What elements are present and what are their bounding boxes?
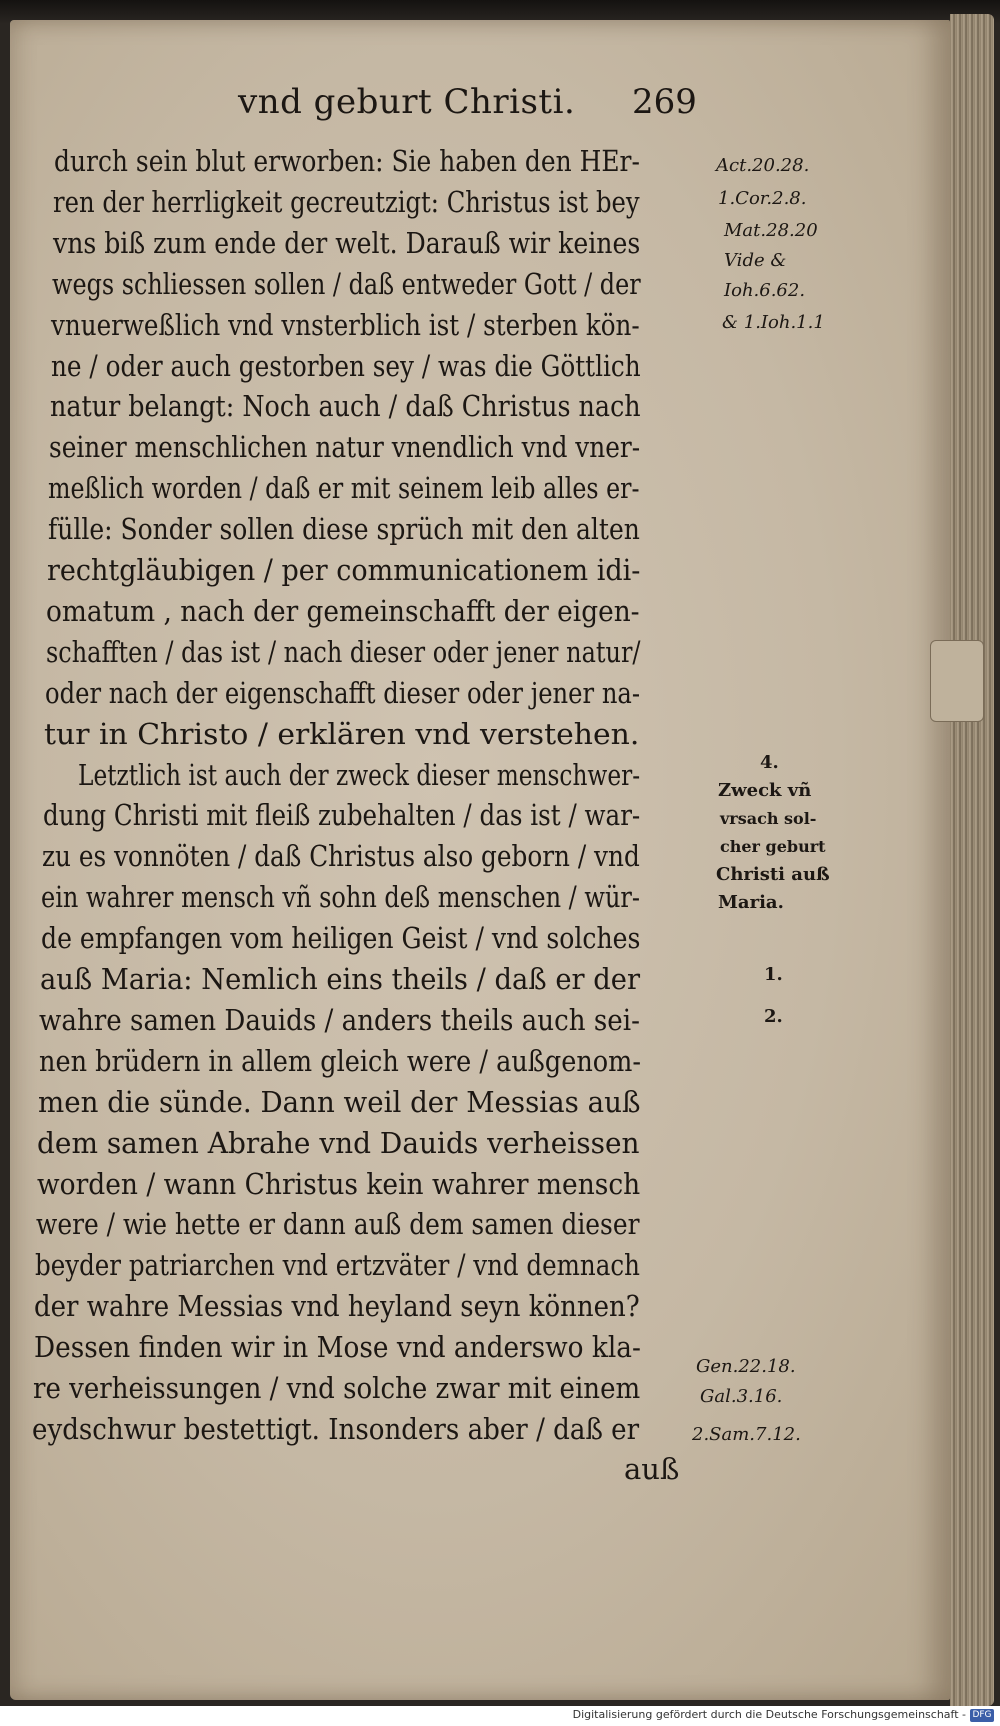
margin-section-line5: Maria. [718,892,784,913]
margin-section-line2: vrsach sol- [720,809,817,828]
body-line: meßlich worden / daß er mit seinem leib alles er- [48,471,640,506]
body-line: seiner menschlichen natur vnendlich vnd vner- [49,430,641,465]
body-line: Dessen finden wir in Mose vnd anderswo kla- [33,1330,641,1365]
body-line: nen brüdern in allem gleich were / außgenom- [38,1043,641,1078]
margin-ref-vide: Vide & [724,250,787,271]
margin-point-one: 1. [764,964,783,985]
body-line: re verheissungen / vnd solche zwar mit einem [33,1371,641,1405]
page-number: 269 [632,82,697,122]
body-line: vns biß zum ende der welt. Darauß wir keines [52,225,640,260]
footer-note: Digitalisierung gefördert durch die Deutsche Forschungsgemeinschaft - [572,1708,966,1721]
catchword: auß [624,1452,680,1486]
body-line: ein wahrer mensch vñ sohn deß menschen / wür- [41,880,641,915]
margin-ref-gen: Gen.22.18. [696,1356,796,1377]
body-line: Letztlich ist auch der zweck dieser menschwer- [77,757,640,792]
body-line: rechtgläubigen / per communicationem idi- [47,553,641,587]
margin-ref-cor: 1.Cor.2.8. [718,188,807,209]
body-line: zu es vonnöten / daß Christus also geborn / vnd [42,839,640,874]
body-line: men die sünde. Dann weil der Messias auß [37,1084,641,1119]
body-line: vnuerweßlich vnd vnsterblich ist / sterben kön- [51,307,640,342]
body-line: ren der herrligkeit gecreutzigt: Christus ist bey [53,184,640,219]
margin-ref-mat: Mat.28.20 [724,220,818,241]
margin-ref-ioh1: & 1.Ioh.1.1 [722,312,825,333]
body-line: dung Christi mit fleiß zubehalten / das ist / war- [42,798,641,833]
page-tab [930,640,984,722]
margin-ref-acts: Act.20.28. [716,155,810,176]
body-line: eydschwur bestettigt. Insonders aber / daß er [32,1411,640,1446]
margin-section-line1: Zweck vñ [718,780,812,801]
body-line: schafften / das ist / nach dieser oder jener natur/ [45,634,641,669]
margin-section-line4: Christi auß [716,864,830,885]
dfg-logo: DFG [970,1709,994,1722]
body-line: wahre samen Dauids / anders theils auch sei- [39,1002,641,1037]
margin-ref-gal: Gal.3.16. [700,1386,783,1407]
body-line: worden / wann Christus kein wahrer mensch [36,1166,640,1201]
body-line: ne / oder auch gestorben sey / was die Göttlich [50,348,641,383]
body-line: oder nach der eigenschafft dieser oder jener na- [44,675,640,710]
body-line: dem samen Abrahe vnd Dauids verheissen [37,1125,640,1160]
body-line: tur in Christo / erklären vnd verstehen. [44,716,640,751]
body-line: durch sein blut erworben: Sie haben den HEr- [54,144,640,178]
margin-section-number: 4. [760,752,779,773]
body-line: omatum , nach der gemeinschafft der eigen- [46,593,640,628]
running-head: vnd geburt Christi. [238,82,576,122]
body-line: fülle: Sonder sollen diese sprüch mit den alten [47,512,640,547]
body-line: were / wie hette er dann auß dem samen dieser [35,1207,640,1242]
body-line: beyder patriarchen vnd ertzväter / vnd demnach [35,1248,640,1283]
body-line: natur belangt: Noch auch / daß Christus nach [49,389,641,424]
margin-point-two: 2. [764,1006,783,1027]
page-edges [950,14,994,1706]
body-line: der wahre Messias vnd heyland seyn können? [34,1289,641,1324]
body-line: wegs schliessen sollen / daß entweder Gott / der [51,266,641,301]
margin-ref-sam: 2.Sam.7.12. [692,1424,801,1445]
margin-section-line3: cher geburt [720,837,826,856]
body-line: auß Maria: Nemlich eins theils / daß er der [40,962,641,996]
body-line: de empfangen vom heiligen Geist / vnd solches [40,921,641,956]
margin-ref-ioh6: Ioh.6.62. [724,280,806,301]
